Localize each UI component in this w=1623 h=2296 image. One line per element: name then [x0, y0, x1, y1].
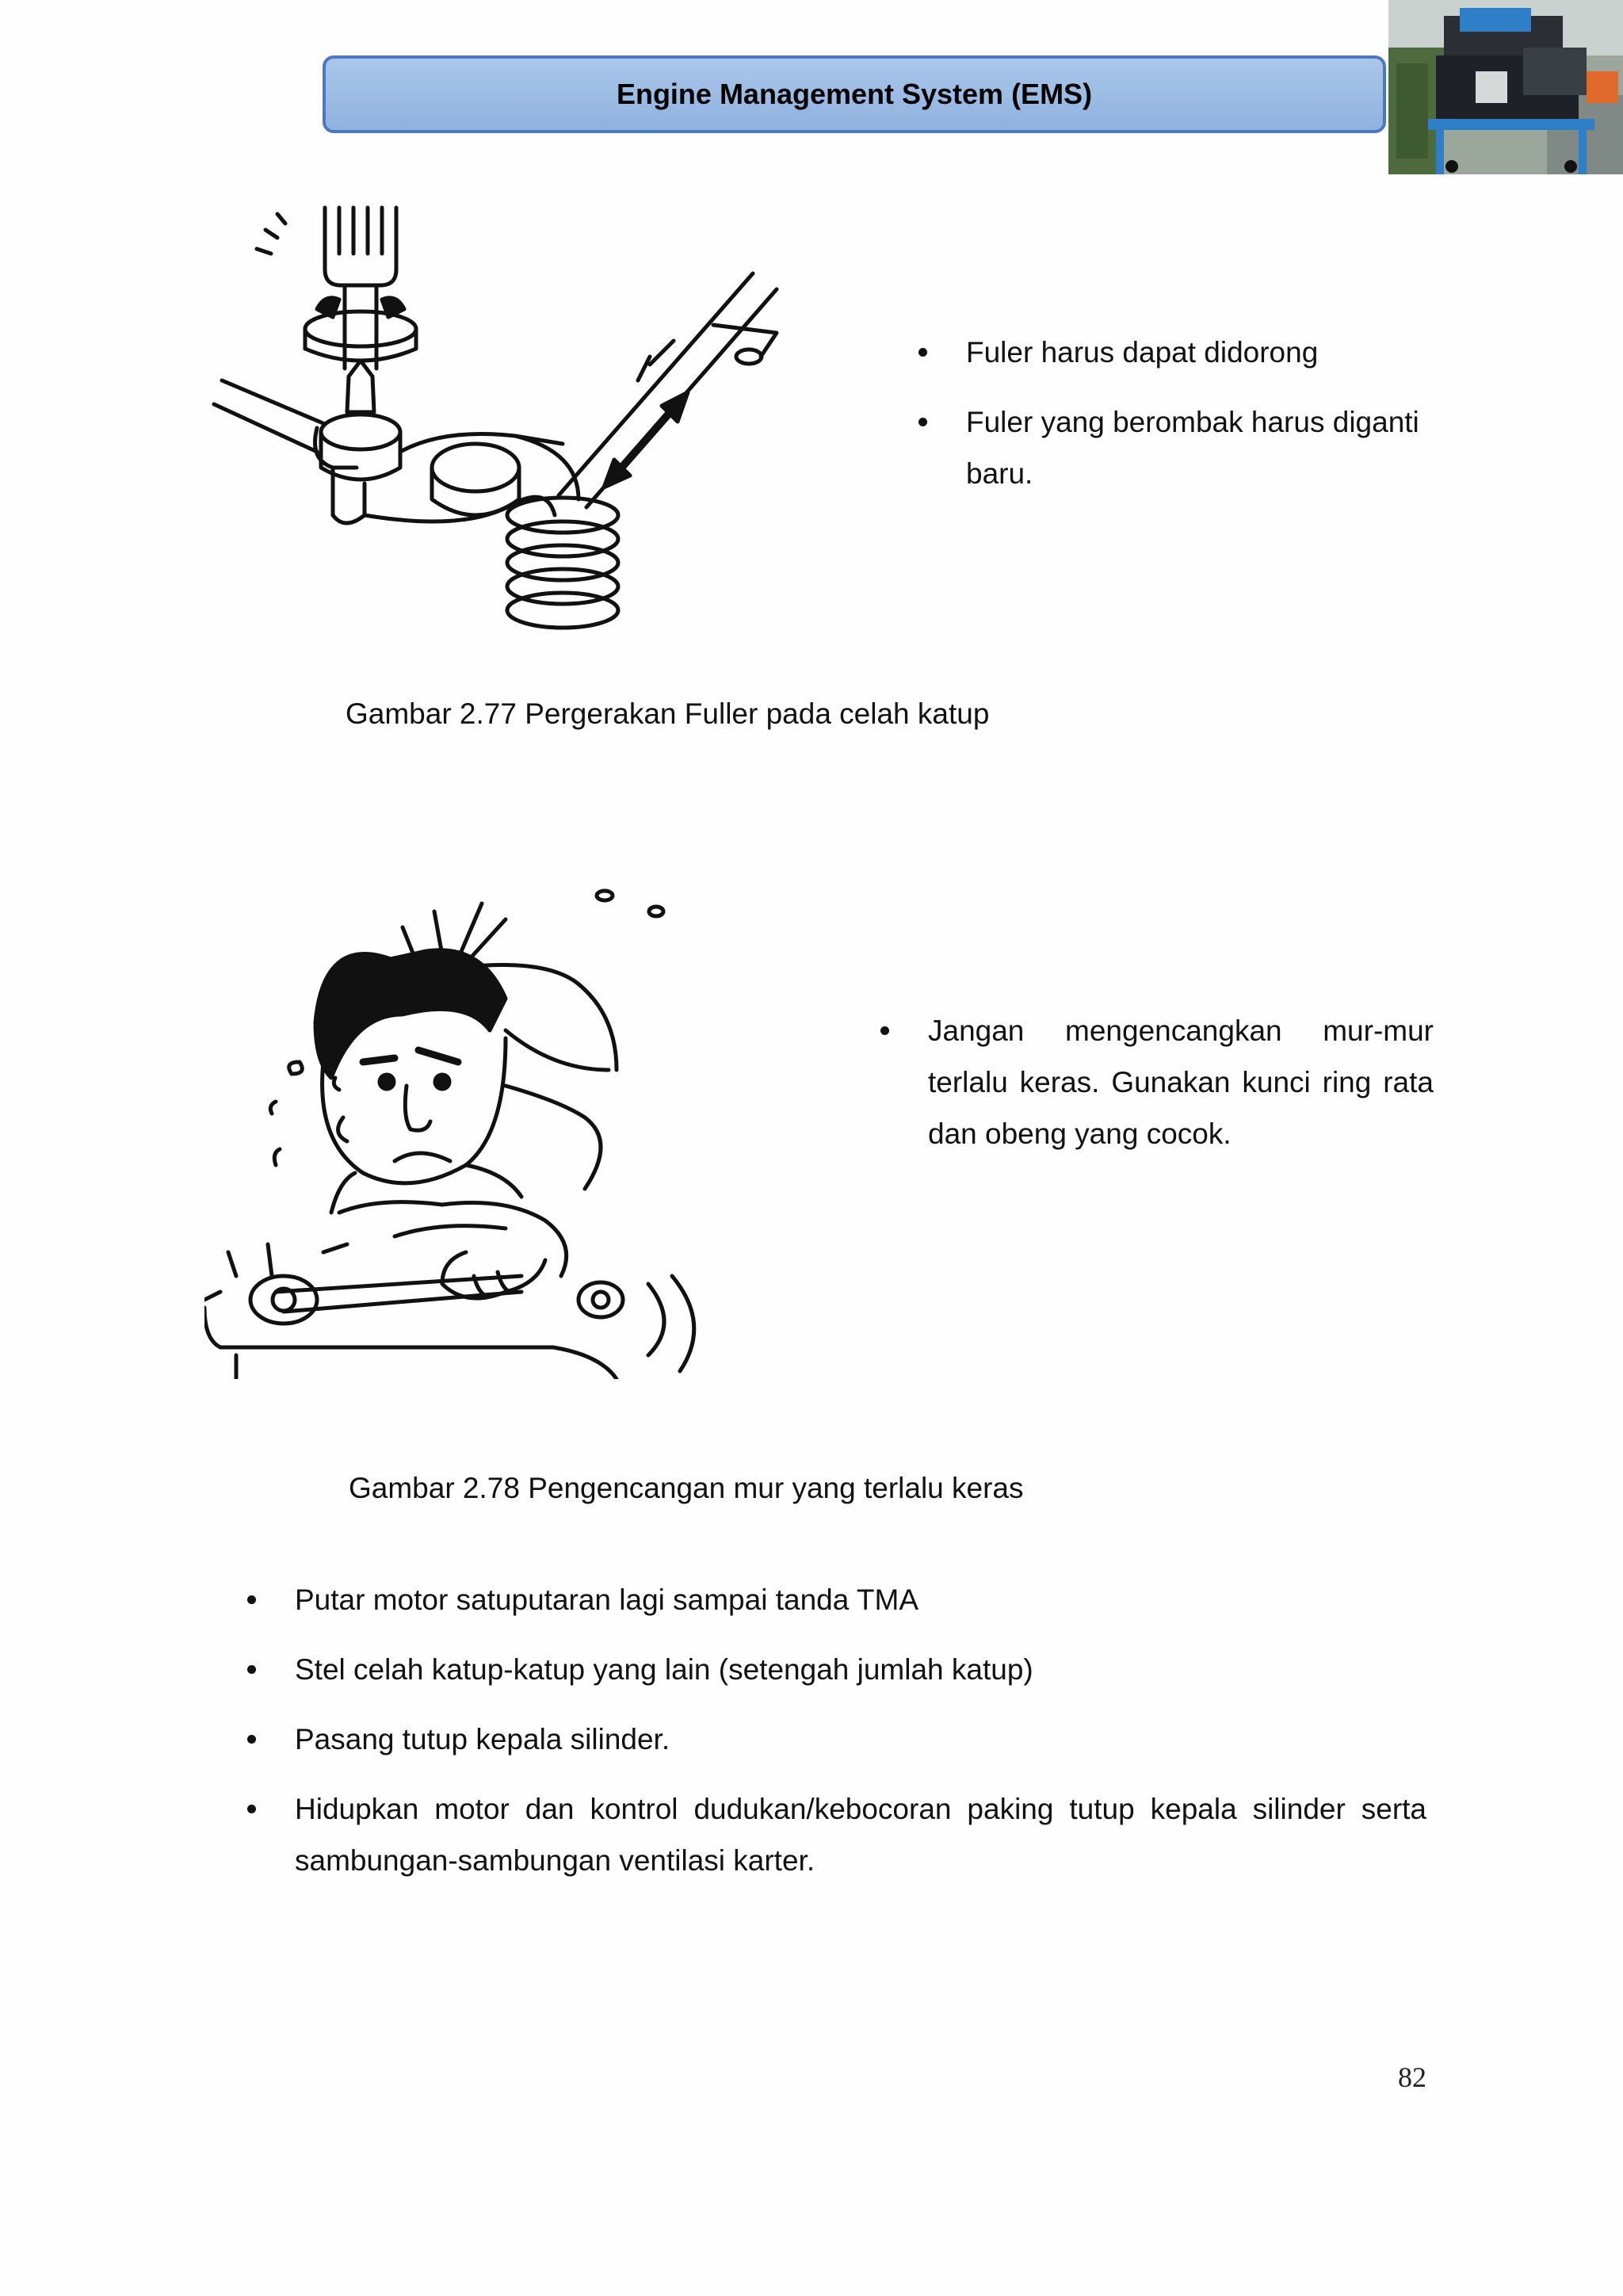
figure-caption-2-77: Gambar 2.77 Pergerakan Fuller pada celah katup: [346, 697, 990, 730]
list-item: Fuler harus dapat didorong: [966, 327, 1438, 378]
list-item: Jangan mengencangkan mur-mur terlalu keras. Gunakan kunci ring rata dan obeng yang cocok.: [928, 1005, 1434, 1159]
header-title: Engine Management System (EMS): [616, 78, 1093, 110]
figure-caption-2-78: Gambar 2.78 Pengencangan mur yang terlalu keras: [349, 1472, 1024, 1504]
list-item: Pasang tutup kepala silinder.: [295, 1713, 1426, 1765]
list-item: Hidupkan motor dan kontrol dudukan/kebocoran paking tutup kepala silinder serta sambungan-sambungan ventilasi karter.: [295, 1783, 1426, 1886]
engine-trainer-photo: [1388, 0, 1623, 174]
steps-list: [295, 1574, 1426, 1904]
list-item: Stel celah katup-katup yang lain (setengah jumlah katup): [295, 1644, 1426, 1695]
list-item: Fuler yang berombak harus diganti baru.: [966, 396, 1438, 499]
lifter-bullet-list: [966, 327, 1438, 518]
overtightening-illustration: [204, 880, 743, 1379]
header-title-bar: [323, 55, 1386, 133]
list-item: Putar motor satuputaran lagi sampai tanda TMA: [295, 1574, 1426, 1626]
valve-lifter-illustration: [206, 198, 808, 658]
tightening-bullet-list: [928, 1005, 1434, 1159]
page-number: 82: [1398, 2061, 1426, 2093]
